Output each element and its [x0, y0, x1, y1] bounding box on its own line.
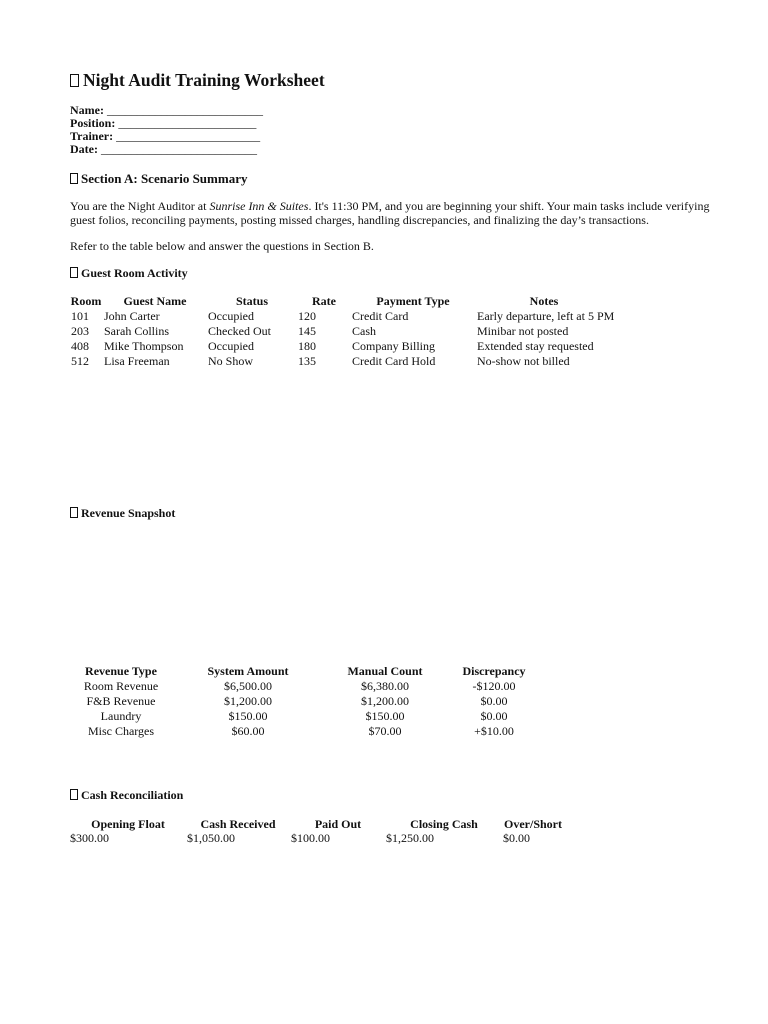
- guest-table-cell: 203: [71, 324, 89, 338]
- scenario-text-start: You are the Night Auditor at: [70, 199, 210, 213]
- guest-table-cell: Early departure, left at 5 PM: [477, 309, 615, 323]
- missing-glyph-icon: [70, 173, 78, 184]
- cash-heading: [70, 788, 183, 803]
- revenue-table-cell: $1,200.00: [224, 694, 272, 708]
- trainer-blank: ________________________: [116, 129, 261, 143]
- cash-table-header-cell: Over/Short: [504, 817, 562, 831]
- revenue-table-cell: -$120.00: [472, 679, 516, 693]
- guest-table-cell: 101: [71, 309, 89, 323]
- revenue-table-cell: $150.00: [228, 709, 268, 723]
- guest-table-cell: Minibar not posted: [477, 324, 569, 338]
- cash-table-cell: $1,250.00: [386, 831, 434, 845]
- revenue-table-cell: $0.00: [480, 694, 508, 708]
- scenario-paragraph: [70, 200, 710, 227]
- revenue-table-cell: $0.00: [480, 709, 508, 723]
- cash-table-cell: $0.00: [503, 831, 530, 845]
- guest-table-cell: 408: [71, 339, 89, 353]
- hotel-name: Sunrise Inn & Suites: [209, 199, 309, 213]
- date-label: Date:: [70, 142, 98, 156]
- guest-table-cell: 120: [298, 309, 316, 323]
- scenario-text-end: . It's 11:30 PM, and you are beginning your shift. Your main tasks include verifying guest folios, reconciling payments, posting missed charges, handling discrepancies, and finalizing the day’s transactions.: [70, 199, 710, 227]
- missing-glyph-icon: [70, 267, 78, 278]
- guest-table-header-cell: Guest Name: [123, 294, 187, 308]
- revenue-table-cell: F&B Revenue: [86, 694, 156, 708]
- revenue-table-header-cell: Manual Count: [347, 664, 423, 678]
- guest-activity-heading: [70, 266, 188, 281]
- worksheet-title: [70, 70, 325, 90]
- revenue-table-cell: Laundry: [100, 709, 142, 723]
- guest-table-cell: Company Billing: [352, 339, 436, 353]
- guest-table-header-cell: Status: [235, 294, 268, 308]
- guest-table-cell: Mike Thompson: [104, 339, 184, 353]
- trainer-label: Trainer:: [70, 129, 114, 143]
- revenue-table-cell: $150.00: [365, 709, 405, 723]
- missing-glyph-icon: [70, 789, 78, 800]
- cash-table-cell: $300.00: [70, 831, 109, 845]
- revenue-table-header-cell: System Amount: [207, 664, 289, 678]
- missing-glyph-icon: [70, 74, 79, 87]
- guest-table-cell: No-show not billed: [477, 354, 570, 368]
- revenue-table-cell: $6,500.00: [224, 679, 272, 693]
- revenue-table-header-cell: Discrepancy: [462, 664, 526, 678]
- revenue-table: [80, 664, 540, 739]
- revenue-table-cell: $1,200.00: [361, 694, 409, 708]
- revenue-table-cell: Room Revenue: [83, 679, 159, 693]
- guest-table-cell: Credit Card: [352, 309, 409, 323]
- guest-activity-heading-text: Guest Room Activity: [81, 266, 188, 280]
- worksheet-title-text: Night Audit Training Worksheet: [83, 70, 325, 90]
- revenue-heading: [70, 506, 175, 521]
- cash-table-cell: $100.00: [291, 831, 330, 845]
- cash-table: [70, 817, 590, 847]
- revenue-table-cell: $6,380.00: [361, 679, 409, 693]
- name-blank: __________________________: [106, 103, 263, 117]
- section-a-heading-text: Section A: Scenario Summary: [81, 171, 248, 186]
- missing-glyph-icon: [70, 507, 78, 518]
- revenue-table-cell: +$10.00: [474, 724, 514, 738]
- guest-table-cell: Credit Card Hold: [352, 354, 436, 368]
- guest-table-cell: Occupied: [208, 339, 254, 353]
- revenue-heading-text: Revenue Snapshot: [81, 506, 176, 520]
- guest-table-cell: 180: [298, 339, 316, 353]
- revenue-table-cell: $60.00: [231, 724, 265, 738]
- guest-table-cell: Occupied: [208, 309, 254, 323]
- guest-table-cell: 135: [298, 354, 316, 368]
- guest-table-header-cell: Payment Type: [376, 294, 450, 308]
- guest-table-cell: Sarah Collins: [104, 324, 169, 338]
- guest-table-cell: John Carter: [104, 309, 160, 323]
- guest-table-cell: Checked Out: [208, 324, 271, 338]
- revenue-table-cell: $70.00: [368, 724, 402, 738]
- position-label: Position:: [70, 116, 116, 130]
- guest-table-cell: No Show: [208, 354, 254, 368]
- cash-table-header-cell: Cash Received: [200, 817, 276, 831]
- guest-table-header-cell: Notes: [529, 294, 559, 308]
- date-field: [70, 143, 257, 156]
- section-a-heading: [70, 171, 247, 187]
- guest-table-cell: 512: [71, 354, 89, 368]
- date-blank: __________________________: [100, 142, 257, 156]
- guest-table-header-cell: Room: [70, 294, 102, 308]
- guest-table-cell: Extended stay requested: [477, 339, 594, 353]
- guest-table-cell: 145: [298, 324, 316, 338]
- guest-table-cell: Cash: [352, 324, 376, 338]
- revenue-table-cell: Misc Charges: [87, 724, 155, 738]
- cash-table-header-cell: Closing Cash: [410, 817, 478, 831]
- revenue-table-header-cell: Revenue Type: [85, 664, 157, 678]
- cash-table-header-cell: Opening Float: [91, 817, 165, 831]
- guest-table-cell: Lisa Freeman: [104, 354, 170, 368]
- cash-table-cell: $1,050.00: [187, 831, 235, 845]
- instruction-paragraph: Refer to the table below and answer the questions in Section B.: [70, 239, 374, 253]
- name-label: Name:: [70, 103, 104, 117]
- cash-heading-text: Cash Reconciliation: [81, 788, 184, 802]
- position-blank: _______________________: [118, 116, 257, 130]
- cash-table-header-cell: Paid Out: [314, 817, 362, 831]
- guest-room-table: [70, 294, 630, 369]
- guest-table-header-cell: Rate: [312, 294, 336, 308]
